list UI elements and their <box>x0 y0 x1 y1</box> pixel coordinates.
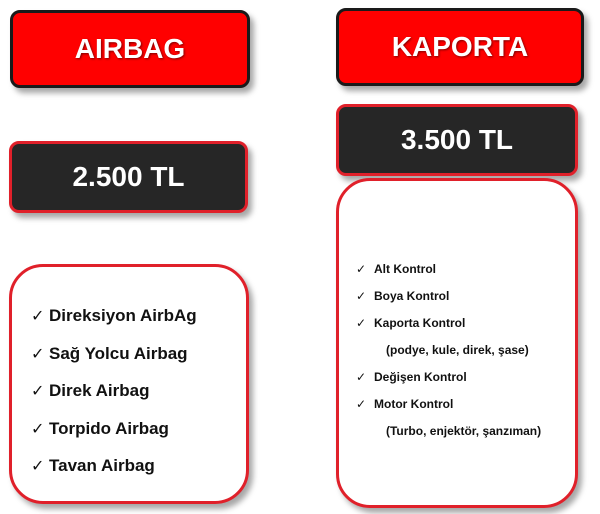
kaporta-header <box>336 8 584 86</box>
check-mark-icon: ✓ <box>356 370 367 384</box>
check-mark-icon: ✓ <box>356 316 367 330</box>
airbag-title: AIRBAG <box>74 33 186 64</box>
check-mark-icon: ✓ <box>31 308 45 325</box>
list-item: ✓ Sağ Yolcu Airbag <box>31 335 246 373</box>
list-item: ✓ Tavan Airbag <box>31 447 246 485</box>
check-mark-icon: ✓ <box>356 262 367 276</box>
kaporta-feature-list <box>336 178 578 508</box>
list-item-note: (Turbo, enjektör, şanzıman) <box>386 424 542 438</box>
airbag-price-box <box>9 141 248 213</box>
list-item: ✓ Alt Kontrol <box>356 256 575 283</box>
list-item: ✓ Motor Kontrol <box>356 391 575 418</box>
airbag-feature-list <box>9 264 249 504</box>
check-mark-icon: ✓ <box>31 345 45 363</box>
kaporta-price-box <box>336 104 578 176</box>
list-item: ✓ Torpido Airbag <box>31 410 246 448</box>
check-mark-icon: ✓ <box>356 289 367 303</box>
airbag-price: 2.500 TL <box>72 161 185 192</box>
kaporta-price: 3.500 TL <box>400 124 514 155</box>
list-item-note: (podye, kule, direk, şase) <box>386 343 529 357</box>
airbag-header <box>10 10 250 88</box>
list-item: ✓ Direk Airbag <box>31 372 246 410</box>
list-item: ✓ Direksiyon AirbAg <box>31 297 246 335</box>
kaporta-title: KAPORTA <box>391 31 529 62</box>
list-item: ✓ Boya Kontrol <box>356 283 575 310</box>
check-mark-icon: ✓ <box>31 420 45 438</box>
check-mark-icon: ✓ <box>356 397 367 411</box>
list-item: ✓ Değişen Kontrol <box>356 364 575 391</box>
check-mark-icon: ✓ <box>31 383 45 400</box>
list-item: ✓ Kaporta Kontrol <box>356 310 575 337</box>
check-mark-icon: ✓ <box>31 458 45 475</box>
